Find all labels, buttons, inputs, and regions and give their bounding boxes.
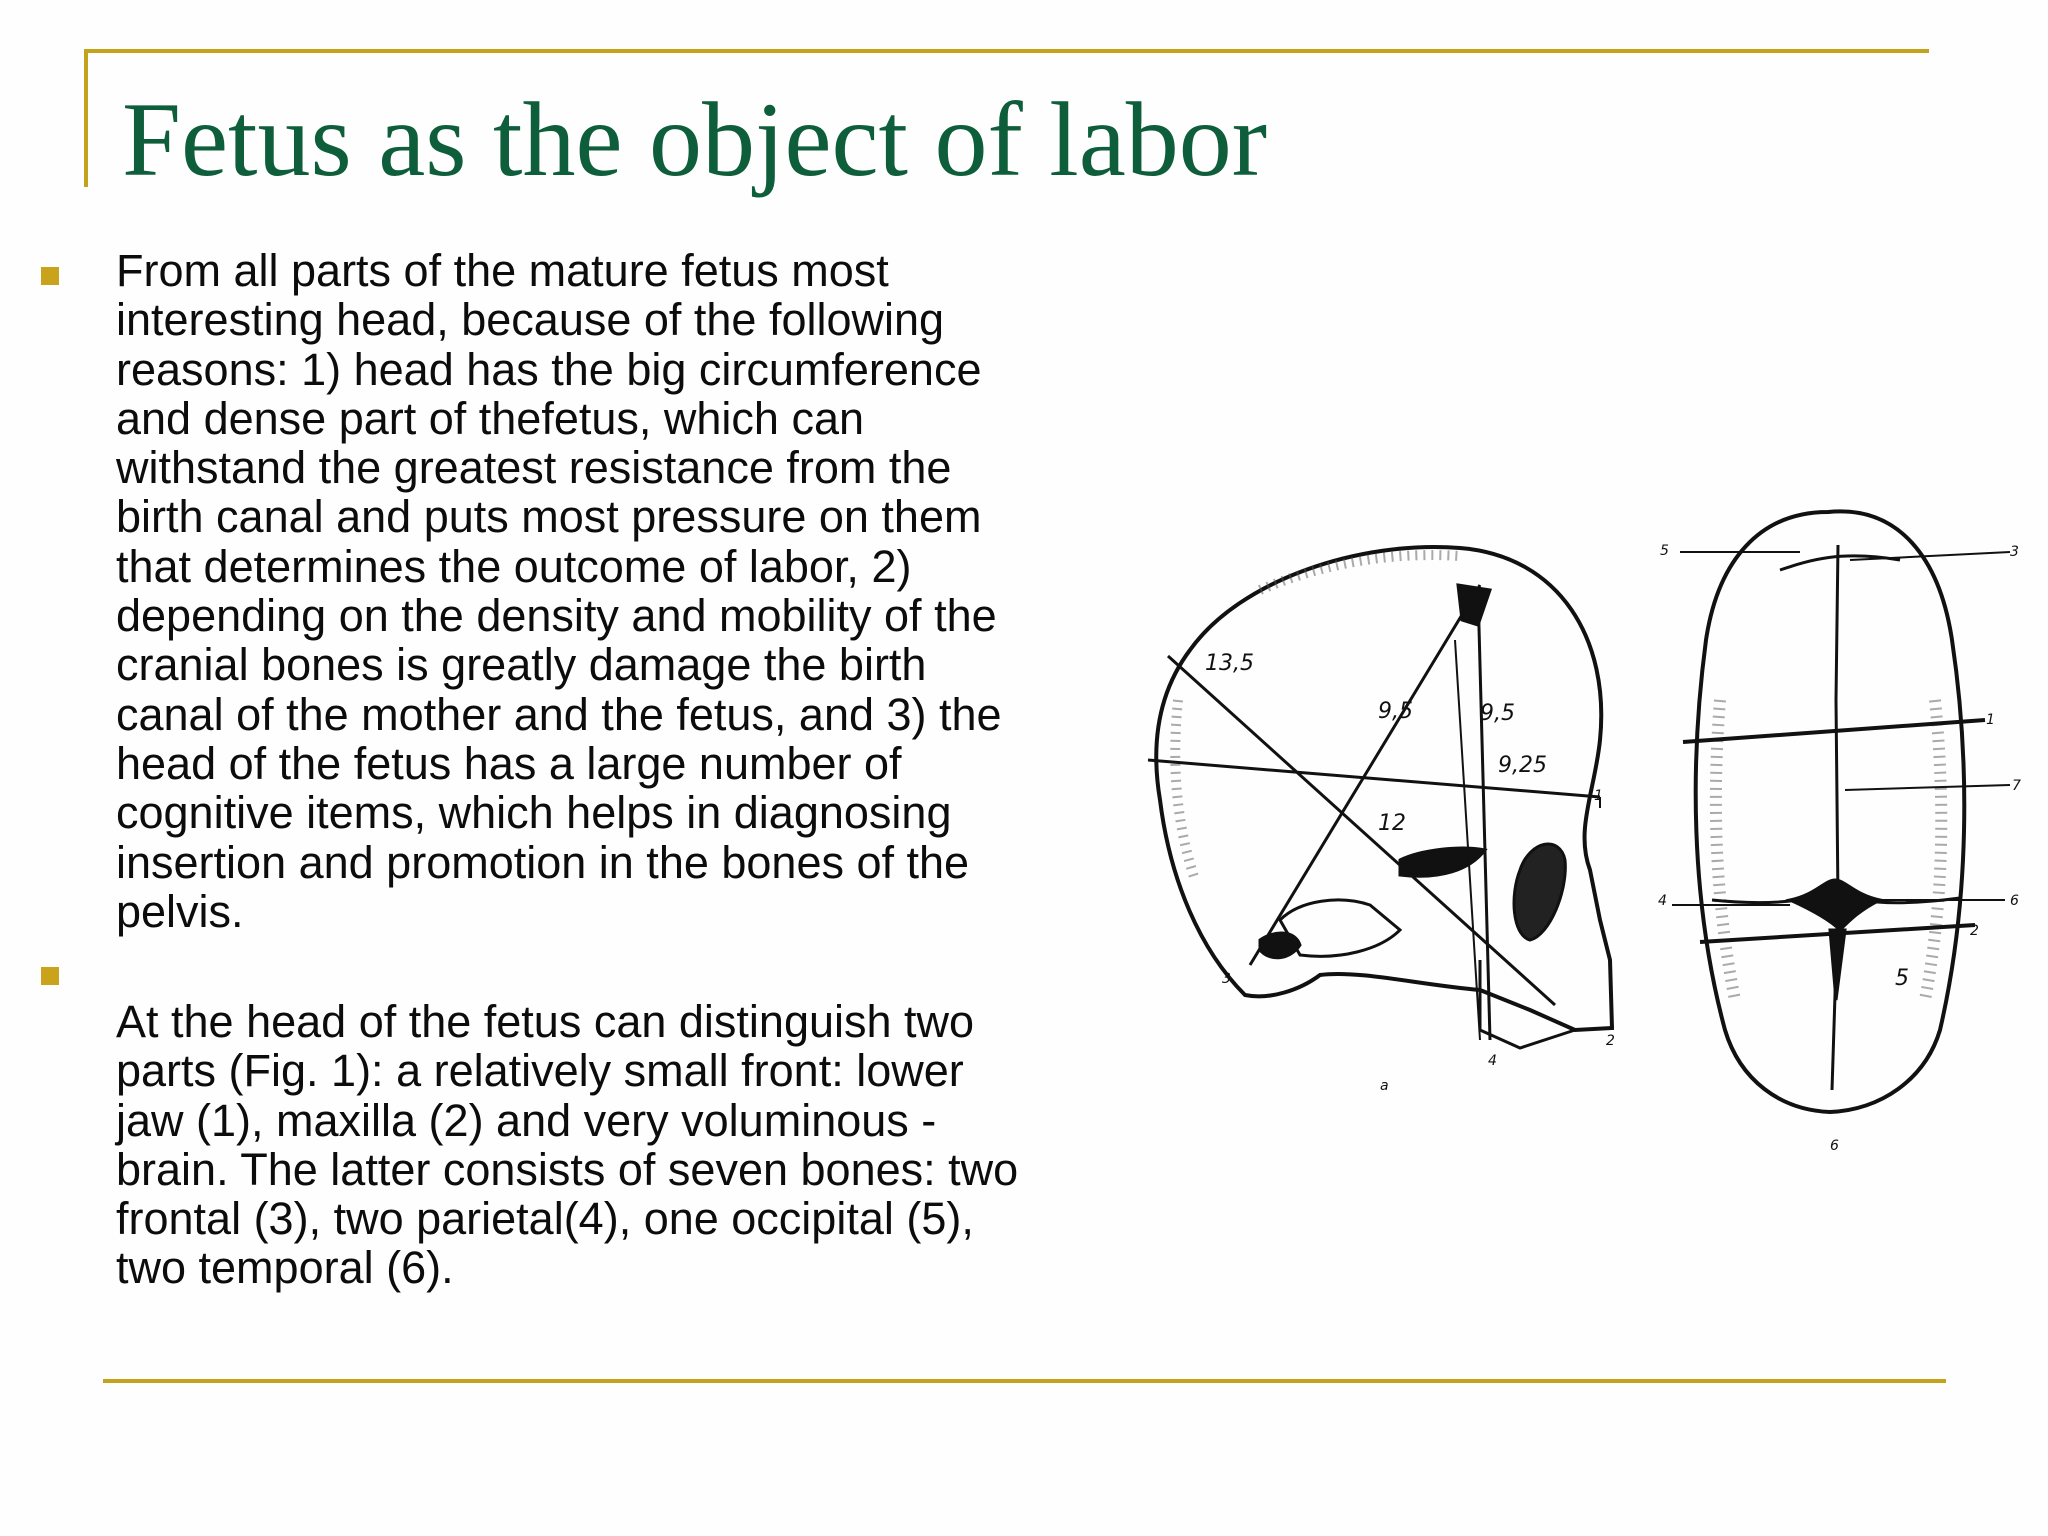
figure-label: 4 [1658,893,1667,909]
text-line: reasons: 1) head has the big circumference [116,343,982,395]
text-line: pelvis. [116,885,244,937]
figure-label: 1 [1594,788,1603,804]
figure-label: 9,5 [1480,701,1515,726]
text-line: depending on the density and mobility of the [116,590,997,642]
slide-title: Fetus as the object of labor [122,81,1268,198]
skull-outline [1156,547,1612,1030]
text-line: insertion and promotion in the bones of the [116,836,970,888]
text-line: that determines the outcome of labor, 2) [116,540,912,592]
anterior-fontanelle [1458,585,1490,625]
figure-label: 9,5 [1378,699,1413,724]
jaw [1480,960,1575,1048]
text-line: head of the fetus has a large number of [116,737,902,789]
square-bullet-icon [41,267,59,285]
left-accent-rule [84,49,88,187]
figure-label: a [1380,1078,1389,1094]
figure-label: 1 [1986,712,1995,728]
text-line: cranial bones is greatly damage the birth [116,639,927,691]
figure-label: 5 [1895,966,1909,991]
figure-label: 5 [1660,543,1669,559]
text-line: canal of the mother and the fetus, and 3) the [116,688,1002,740]
text-line: frontal (3), two parietal(4), one occipital (5), [116,1193,974,1245]
top-accent-rule [84,49,1929,53]
figure-label: 12 [1378,811,1406,836]
text-line: withstand the greatest resistance from the [116,442,952,494]
text-line: and dense part of thefetus, which can [116,392,864,444]
fetal-skull-figure [1145,500,2045,1180]
orbit [1514,844,1565,940]
figure-label: 9,25 [1498,753,1547,778]
text-line: birth canal and puts most pressure on them [116,491,982,543]
text-line: jaw (1), maxilla (2) and very voluminous - [116,1094,937,1146]
text-line: parts (Fig. 1): a relatively small front: lower [116,1045,964,1097]
top-view-labels [1658,543,2021,1154]
text-line: At the head of the fetus can distinguish two [116,996,975,1047]
figure-label: 13,5 [1205,651,1254,676]
bottom-accent-rule [103,1379,1946,1383]
figure-label: 6 [2010,893,2019,909]
skull-side-view [1148,547,1612,1048]
skull-top-outline [1696,511,1965,1112]
figure-label: 2 [1606,1033,1615,1049]
anterior-fontanelle-top [1790,880,1880,930]
figure-label: 6 [1830,1138,1839,1154]
text-line: cognitive items, which helps in diagnosing [116,787,952,839]
figure-label: 7 [2012,778,2021,794]
figure-label: 4 [1488,1053,1497,1069]
paragraph-head-parts [116,997,1166,1293]
figure-label: 3 [2010,544,2019,560]
text-line: brain. The latter consists of seven bones: two [116,1143,1019,1195]
text-line: two temporal (6). [116,1242,454,1294]
text-line: From all parts of the mature fetus most [116,245,889,296]
skull-top-view [1672,511,2010,1112]
figure-label: 2 [1970,923,1979,939]
figure-label: 3 [1222,971,1231,987]
square-bullet-icon [41,967,59,985]
paragraph-head-importance [116,246,1166,936]
text-line: interesting head, because of the following [116,294,945,346]
